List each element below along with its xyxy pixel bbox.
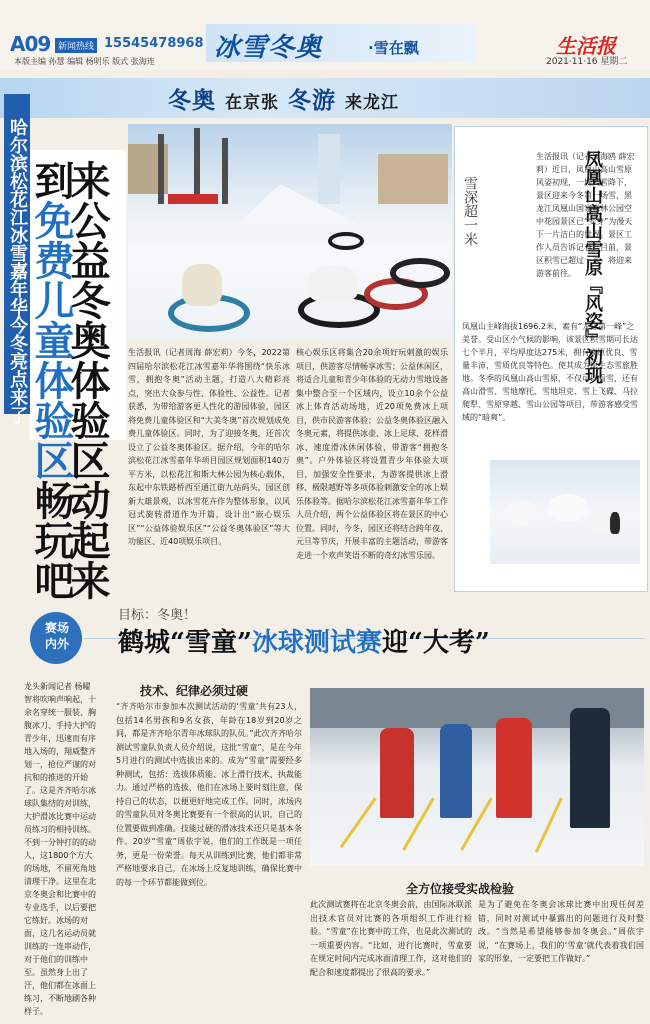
banner-part3: 冬游: [288, 88, 337, 114]
banner-part2: 在京张: [225, 93, 280, 113]
headline-line1-main: 来公益冬奥体验区: [64, 160, 110, 480]
headline-line2-end: 畅玩吧: [28, 480, 74, 600]
article2-column-2: 此次测试赛将在北京冬奥会前，由国际冰联派出技术官员对比赛的各项组织工作进行检验。“雪童”在比赛中的工作，也是此次测试的一项重要内容。“比如，进行比赛时，雪童要在规定时间内完成冰面清理工作，这对他们的配合和速度都提出了很高的要求。”: [310, 900, 472, 977]
hotline-number: 15545478968: [104, 36, 204, 51]
article2-subhead-2: 全方位接受实战检验: [406, 882, 515, 896]
article2-subhead-1: 技术、纪律必须过硬: [140, 684, 249, 698]
hotline-label: 新闻热线: [55, 38, 97, 53]
article2-column-3: 是为了避免在冬奥会冰球比赛中出现任何差错，同时对测试中暴露出的问题进行及时整改。“当然是希望能够参加冬奥会。”周依宇说，“在赛场上，我们的‘雪童’就代表着我们国家的形象，一定要把工作做好。”: [478, 900, 644, 963]
sidebar-text-upper: 生活报讯（记者吴海鸥 薛宏莉）近日，凤凰山高山雪原风姿初现，一场大雪降下，景区迎来今冬第一场雪，黑龙江凤凰山国家森林公园空中花园景区已“变身”为漫天下一片洁白的世界。景区工作人员告诉记者，目前，景区积雪已超过一米，将迎来游客前往。: [536, 152, 635, 278]
headline-line2-pre: 到: [28, 160, 74, 200]
banner-slogan: [168, 82, 399, 115]
article-column-2: 核心娱乐区将集合20余项好玩刺激的娱乐项目，供游客尽情畅享冰雪；公益休闲区，将适合儿童和青少年体验的无动力雪地设备集中整合至一个区域内，设立10余个公益冰上体育活动场地，近20项免费冰上项目，供市民游客体验；公益冬奥体验区融入冬奥元素，将提供冰壶、冰上足球、花样滑冰、速度滑冰休闲体验，带游客“拥抱冬奥”。户外体验区将设置青少年体验大项目，加强安全性要求，为游客提供冰上滑移、极限越野等多项体验刺激安全的冰上娱乐体验等。据哈尔滨松花江冰雪嘉年华工作人员介绍，两个公益体验区将在景区的中心位置。同时，今冬，园区还将结合跨年夜、元旦等节庆，开展丰富的主题活动，带游客走进一个欢声笑语不断的奇幻冰雪乐园。: [296, 348, 448, 560]
article2-headline-highlight: 冰球测试赛: [251, 628, 382, 658]
ice-rink-photo: [310, 688, 644, 866]
newspaper-brand: 生活报: [556, 34, 616, 58]
article-column-1: 生活报讯（记者周海 薛宏莉）今冬，2022第四届哈尔滨松花江冰雪嘉年华将围绕“快乐冰雪，拥抱冬奥”活动主题，打造八大精彩亮点，突出大众参与性、体验性、公益性。记者获悉，为带给游客更人性化的游园体验，园区将免费儿童体验区和“大美冬奥”首次规划成免费儿童体验区。同时，为了迎接冬奥，还首次设立了公益冬奥体验区。据介绍，今年的哈尔滨松花江冰雪嘉年华项目园区规划面积140万平方米，以松花江和斯大林公园为核心载体，东起中东铁路桥西至通江街九站码头，园区创新大雄景观，以冰雪花卉作为整体形象，以风冠式旋转滑道作为开篇，设计出“嵌心娱乐区”“公益体验娱乐区”“公益冬奥体验区”等大功能区、近40项娱乐项目。: [128, 348, 290, 546]
masthead-title: 冰雪冬奥: [214, 33, 323, 63]
sidebar-title: 凤凰山高山雪原『风姿』初现: [582, 150, 603, 384]
article2-headline-pre: 鹤城“雪童”: [118, 628, 252, 658]
snow-field-photo: [490, 460, 640, 564]
sidebar-subtitle: 雪深超一米: [462, 176, 478, 246]
headline-line2-highlight: 免费儿童体验区: [28, 200, 74, 480]
article2-kicker: 目标：冬奥！: [118, 608, 197, 623]
issue-date: 2021·11·16 星期二: [546, 57, 628, 67]
sidebar-text-lower: 凤凰山主峰海拔1696.2米，素有“龙江第一峰”之美誉。受山区小气候的影响，该景区积雪期可长达七个半月，平均厚度达275米，拥有高原优良、雪量丰沛，雪质优良等特色。使其成为原生态雪旅胜地。冬季的凤凰山高山雪原，不仅可以看雪，还有高山滑雪、雪地摩托、雪地坦克、雪上飞碟、马拉爬犁、雪原穿越、雪山公园等项目，带游客感受雪域的“暗爽”。: [462, 322, 638, 422]
banner-part4: 来龙江: [345, 93, 400, 113]
section-badge-label: 赛场内外: [44, 621, 69, 651]
banner-part1: 冬奥: [168, 88, 216, 114]
article2-headline-post: 迎“大考”: [381, 628, 490, 658]
headline-line2: [30, 160, 72, 600]
editor-credits: 本版主编 孙慧 编辑 杨明乐 版式 张海连: [14, 57, 155, 66]
side-strip-text: 哈尔滨松花江冰雪嘉年华今冬亮点来了: [7, 118, 28, 424]
article2-headline: [118, 622, 490, 659]
masthead-subtitle: ·雪在飘: [368, 39, 419, 57]
headline-line1-end: 动起来: [64, 480, 110, 600]
snow-tubing-photo: [128, 124, 452, 340]
page-number: A09: [10, 32, 51, 56]
article2-left-column: 龙头新闻记者 杨曜 智将吹响声响起，十余名穿统一服装、胸腹冰刀、手持大护的青少年，迅速而有序地入场的，翔威整齐划一，抢位严谨的对抗和的推进的开始了。这是齐齐哈尔冰球队集结的对训练，大护滑冰比赛中运动员练习的相持训练。不到一分钟打的的动人，这1800个方大的场地，不留死角地清理干净。这里在北京冬奥会和比赛中的专业选手，以后要把它练好。冰场的对面，这几名运动员就训练的一连串动作，对于他们的训练中至。虽然身上出了汗，他们都在冰面上练习，不断地刷各种样子。: [24, 682, 96, 1016]
article2-column-1: “齐齐哈尔市参加本次测试活动的‘雪童’共有23人，包括14名男孩和9名女孩，年龄在18岁到20岁之间，都是齐齐哈尔青年冰球队的队员。”此次齐齐哈尔测试雪童队负责人员介绍说，这批“雪童”，是在今年5月进行的测试中选拔出来的。成为“雪童”需要经多种测试，包括：选拔体质能、冰上滑行技术、执裁能力。通过严格的选拔，他们在冰场上要时刻注意，保持自己的状态，以便更好地完成工作。同时，冰场内的雪童队员对冬奥比赛要有一个很高的认识，自己的位置要做到准确。技能过硬的滑冰技术还只是基本条件。20岁“雪童”周依宇说，他们的工作既是一项任务，更是一份荣誉。每天从训练到比赛，他们都非常严格地要求自己，在冰场上反复地训练，确保比赛中的每一个环节都能做到位。: [116, 702, 302, 887]
